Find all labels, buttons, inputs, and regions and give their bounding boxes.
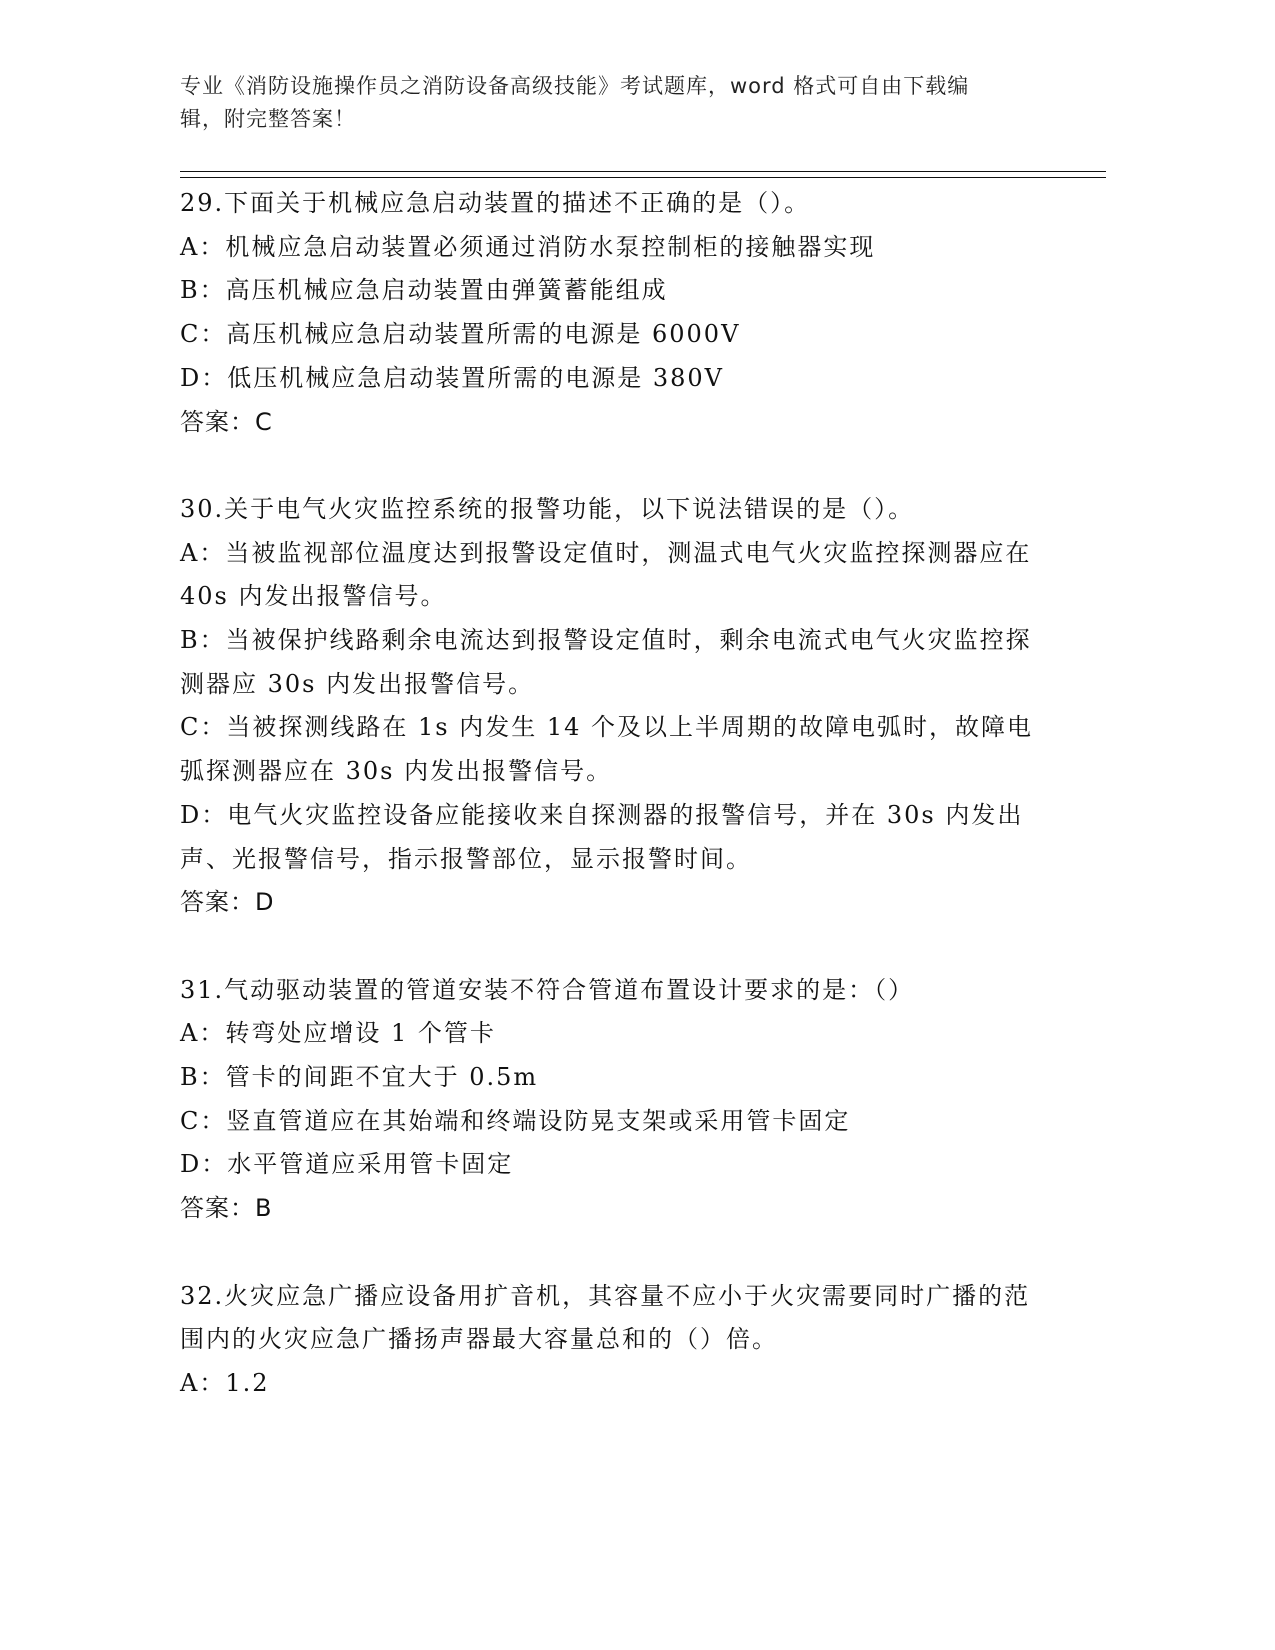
option-a: A：机械应急启动装置必须通过消防水泵控制柜的接触器实现 [180,232,876,261]
option-b: B：高压机械应急启动装置由弹簧蓄能组成 [180,276,668,305]
answer: 答案：D [180,888,275,917]
option-d: D：电气火灾监控设备应能接收来自探测器的报警信号，并在 30s 内发出声、光报警信号，指示报警部位，显示报警时间。 [180,800,1024,873]
spacer [180,444,1040,488]
header-divider-top [180,171,1106,172]
option-b: B：当被保护线路剩余电流达到报警设定值时，剩余电流式电气火灾监控探测器应 30s 内发出报警信号。 [180,626,1032,698]
header-line-1: 专业《消防设施操作员之消防设备高级技能》考试题库，word 格式可自由下载编 [180,74,970,98]
spacer [180,925,1040,969]
question-31 [180,969,1040,1231]
document-header [180,70,1040,136]
question-stem: 31.气动驱动装置的管道安装不符合管道布置设计要求的是：（） [180,975,915,1004]
question-30 [180,488,1040,925]
option-b: B：管卡的间距不宜大于 0.5m [180,1063,539,1092]
option-a: A：当被监视部位温度达到报警设定值时，测温式电气火灾监控探测器应在 40s 内发出报警信号。 [180,538,1032,611]
option-c: C：高压机械应急启动装置所需的电源是 6000V [180,320,741,349]
question-stem: 32.火灾应急广播应设备用扩音机，其容量不应小于火灾需要同时广播的范围内的火灾应急广播扬声器最大容量总和的（）倍。 [180,1281,1031,1354]
question-stem: 29.下面关于机械应急启动装置的描述不正确的是（）。 [180,189,811,217]
header-divider-bottom [180,177,1106,178]
spacer [180,1231,1040,1275]
option-d: D：低压机械应急启动装置所需的电源是 380V [180,363,725,392]
question-32 [180,1275,1040,1406]
answer: 答案：C [180,407,273,436]
option-a: A：1.2 [180,1368,270,1397]
question-29 [180,182,1040,444]
question-stem: 30.关于电气火灾监控系统的报警功能，以下说法错误的是（）。 [180,494,915,523]
header-line-2: 辑，附完整答案！ [180,107,356,131]
option-a: A：转弯处应增设 1 个管卡 [180,1019,496,1048]
option-c: C：竖直管道应在其始端和终端设防晃支架或采用管卡固定 [180,1106,851,1135]
answer: 答案：B [180,1194,273,1223]
question-list [180,182,1040,1406]
option-c: C：当被探测线路在 1s 内发生 14 个及以上半周期的故障电弧时，故障电弧探测器应在 30s 内发出报警信号。 [180,713,1034,786]
option-d: D：水平管道应采用管卡固定 [180,1150,514,1179]
